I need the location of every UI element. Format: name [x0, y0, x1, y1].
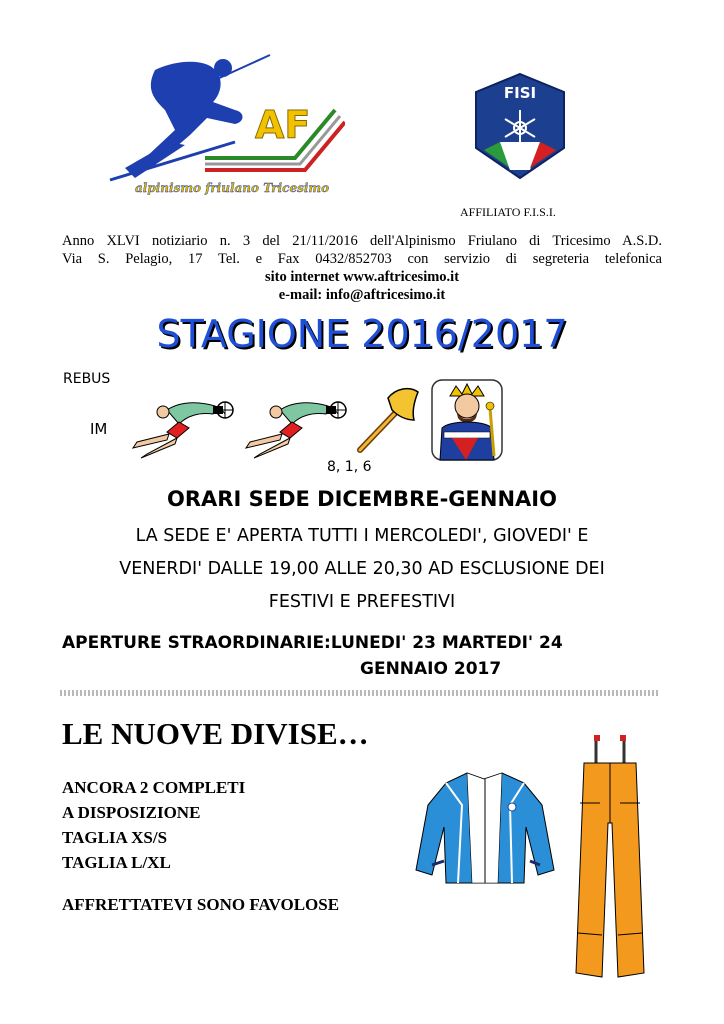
- orari-text: [40, 520, 684, 619]
- website-link[interactable]: sito internet www.aftricesimo.it: [264, 269, 460, 285]
- divise-line-3: TAGLIA XS/S: [62, 828, 168, 847]
- fisi-logo-text: FISI: [503, 84, 537, 102]
- intro-line-1: Anno XLVI notiziario n. 3 del 21/11/2016 dell'Alpinismo Friulano di Tricesimo A.S.D.: [62, 233, 662, 249]
- email-link[interactable]: e-mail: info@aftricesimo.it: [278, 287, 446, 303]
- section-divider: [60, 690, 660, 696]
- af-logo-text: AF: [255, 103, 311, 147]
- page-title: STAGIONE 2016/2017: [156, 312, 568, 356]
- divise-cta: AFFRETTATEVI SONO FAVOLOSE: [62, 895, 340, 914]
- ski-jacket-image: [412, 765, 557, 885]
- rebus-label: REBUS: [63, 371, 111, 387]
- divise-details: [62, 775, 245, 875]
- divise-line-1: ANCORA 2 COMPLETI: [62, 778, 246, 797]
- orari-line-2: VENERDI' DALLE 19,00 ALLE 20,30 AD ESCLUSIONE DEI: [119, 559, 605, 579]
- aperture-line-1: APERTURE STRAORDINARIE:LUNEDI' 23 MARTEDI' 24: [62, 633, 563, 653]
- king-card-icon: [428, 378, 506, 462]
- fisi-logo: [470, 72, 570, 180]
- divise-line-2: A DISPOSIZIONE: [62, 803, 201, 822]
- orari-title: ORARI SEDE DICEMBRE-GENNAIO: [167, 487, 557, 511]
- intro-line-2: Via S. Pelagio, 17 Tel. e Fax 0432/852703 con servizio di segreteria telefonica: [62, 251, 662, 267]
- affiliato-label: AFFILIATO F.I.S.I.: [460, 205, 556, 219]
- orari-line-3: FESTIVI E PREFESTIVI: [268, 592, 456, 612]
- aperture-line-2: GENNAIO 2017: [360, 659, 502, 679]
- goalkeeper-icon: [240, 382, 350, 460]
- divise-title: LE NUOVE DIVISE…: [62, 716, 369, 751]
- ski-pants-image: [570, 733, 650, 985]
- af-logo: [95, 50, 345, 200]
- orari-line-1: LA SEDE E' APERTA TUTTI I MERCOLEDI', GIOVEDI' E: [135, 526, 589, 546]
- divise-line-4: TAGLIA L/XL: [62, 853, 171, 872]
- rebus-prefix: IM: [90, 420, 108, 438]
- af-logo-caption: alpinismo friulano Tricesimo: [135, 181, 330, 195]
- goalkeeper-icon: [127, 382, 237, 460]
- rebus-hint: 8, 1, 6: [327, 459, 372, 475]
- axe-icon: [352, 384, 422, 456]
- intro-block: [62, 232, 662, 304]
